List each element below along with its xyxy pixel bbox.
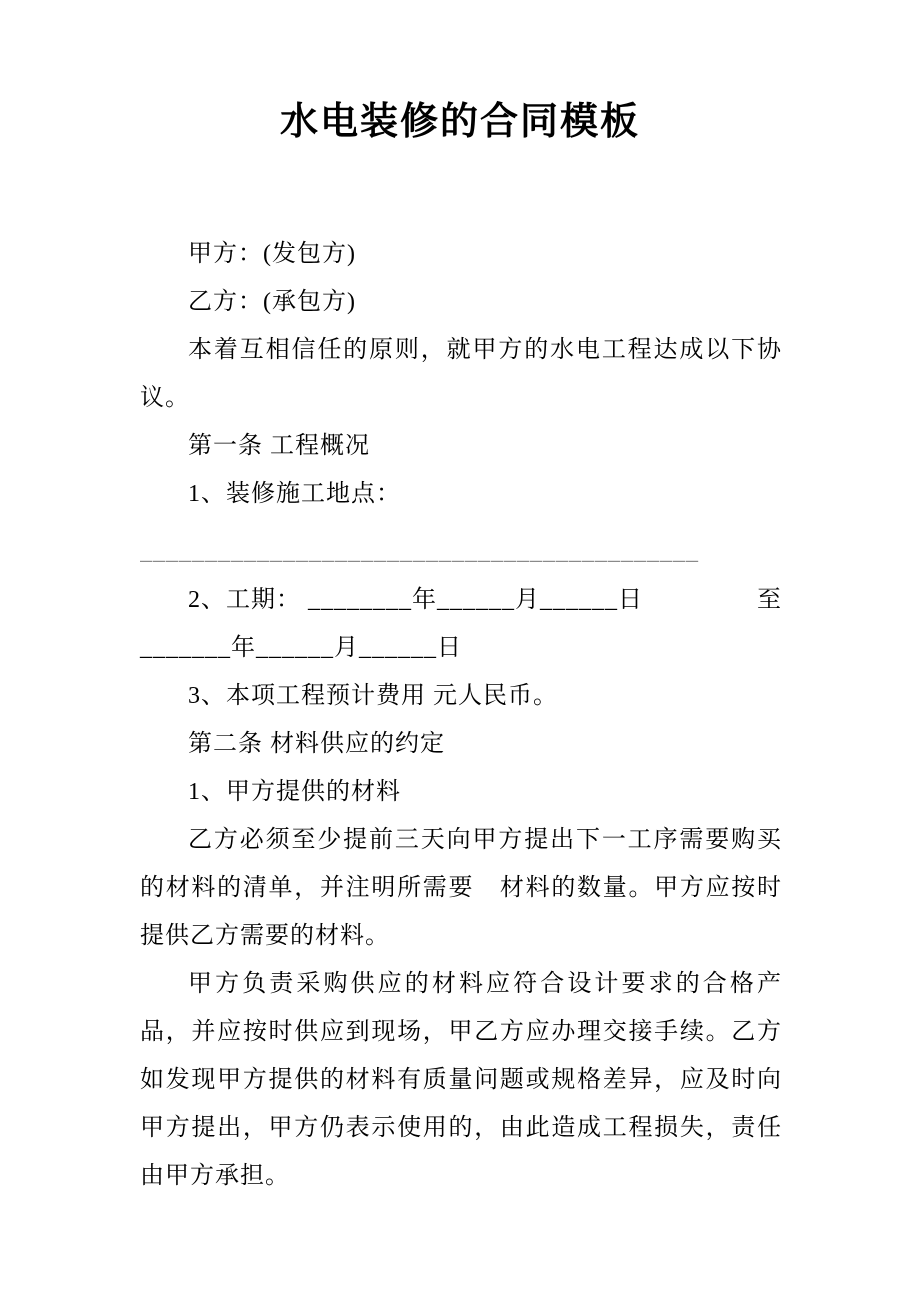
party-a-line: 甲方：(发包方) — [188, 241, 356, 267]
document-body — [140, 230, 782, 1200]
clause-materials-provided: 1、甲方提供的材料 — [188, 779, 401, 805]
party-b-line: 乙方：(承包方) — [188, 289, 356, 315]
section1-heading: 第一条 工程概况 — [188, 433, 370, 459]
clause-location: 1、装修施工地点： — [188, 481, 401, 507]
clause-cost: 3、本项工程预计费用 元人民币。 — [188, 683, 558, 709]
clause-duration — [140, 576, 782, 624]
duration-fill-in-text: 2、工期： ________年______月______日 — [188, 587, 643, 613]
duration-to-label: 至 — [757, 587, 782, 613]
intro-paragraph: 本着互相信任的原则，就甲方的水电工程达成以下协议。 — [140, 337, 782, 411]
materials-paragraph-2: 甲方负责采购供应的材料应符合设计要求的合格产品，并应按时供应到现场，甲乙方应办理交接手续。乙方如发现甲方提供的材料有质量问题或规格差异，应及时向甲方提出，甲方仍表示使用的，由此造成工程损失，责任由甲方承担。 — [140, 971, 782, 1189]
section2-heading: 第二条 材料供应的约定 — [188, 731, 445, 757]
blank-underscore-line: ___________________________________________ — [140, 539, 699, 565]
materials-paragraph-1: 乙方必须至少提前三天向甲方提出下一工序需要购买的材料的清单，并注明所需要 材料的数量。甲方应按时提供乙方需要的材料。 — [140, 827, 782, 949]
document-title: 水电装修的合同模板 — [279, 101, 640, 143]
duration-continuation-line: _______年______月______日 — [140, 635, 462, 661]
